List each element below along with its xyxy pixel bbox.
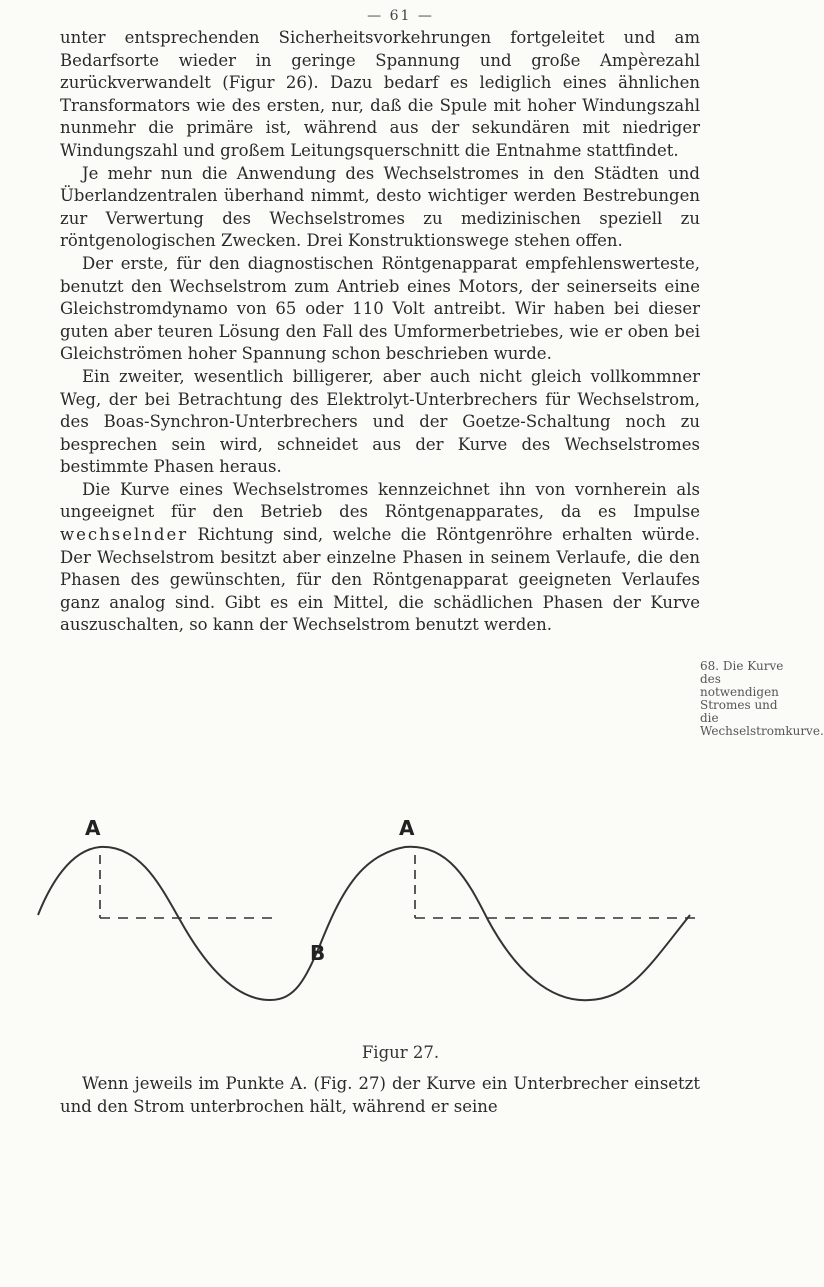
paragraph-3: Der erste, für den diagnostischen Röntgenapparat empfehlenswerteste, benutzt den Wechselstrom zum Antrieb eines Motors, der seinerseits eine Gleichstromdynamo von 65 oder 110 Volt antreibt. Wir haben bei dieser guten aber teuren Lösung den Fall des Umformerbetriebes, wie er oben bei Gleichströmen hoher Spannung schon beschrieben wurde.	[60, 253, 700, 364]
paragraph-5-start: Die Kurve eines Wechselstromes kennzeichnet ihn von vornherein als ungeeignet für den Betrieb des Röntgenapparates, da es Impulse	[60, 479, 700, 522]
label-a-left: A	[85, 816, 101, 840]
figure-caption: Figur 27.	[361, 1043, 440, 1062]
label-b: B	[310, 941, 326, 965]
paragraph-5-end: Richtung sind, welche die Röntgenröhre erhalten würde. Der Wechselstrom besitzt aber einzelne Phasen in seinem Verlaufe, die den Phasen des gewünschten, für den Röntgenapparat geeigneten Verlaufes ganz analog sind. Gibt es ein Mittel, die schädlichen Phasen der Kurve auszuschalten, so kann der Wechselstrom benutzt werden.	[60, 525, 700, 635]
body-text	[60, 27, 700, 637]
paragraph-1: unter entsprechenden Sicherheitsvorkehrungen fortgeleitet und am Bedarfsorte wieder in geringe Spannung und große Ampèrezahl zurückverwandelt (Figur 26). Dazu bedarf es lediglich eines ähnlichen Transformators wie des ersten, nur, daß die Spule mit hoher Windungszahl nunmehr die primäre ist, während aus der sekundären mit niedriger Windungszahl und großem Leitungsquerschnitt die Entnahme stattfindet.	[60, 28, 700, 160]
page-number: — 61 —	[367, 8, 434, 24]
margin-note: 68. Die Kurve des notwendigen Stromes und die Wechselstromkurve.	[700, 659, 824, 738]
closing-paragraph: Wenn jeweils im Punkte A. (Fig. 27) der Kurve ein Unterbrecher einsetzt und den Strom unterbrochen hält, während er seine	[60, 1074, 700, 1116]
figure-27	[30, 815, 730, 1040]
emphasized-word: wechselnder	[60, 525, 189, 545]
sine-wave	[38, 847, 690, 1000]
paragraph-4: Ein zweiter, wesentlich billigerer, aber auch nicht gleich vollkommner Weg, der bei Betrachtung des Elektrolyt-Unterbrechers für Wechselstrom, des Boas-Synchron-Unterbrechers und der Goetze-Schaltung noch zu besprechen sein wird, schneidet aus der Kurve des Wechselstromes bestimmte Phasen heraus.	[60, 366, 700, 477]
waveform-diagram	[30, 815, 730, 1040]
label-a-right: A	[399, 816, 415, 840]
closing-text	[60, 1073, 700, 1118]
paragraph-5	[60, 479, 700, 637]
paragraph-2: Je mehr nun die Anwendung des Wechselstromes in den Städten und Überlandzentralen überhand nimmt, desto wichtiger werden Bestrebungen zur Verwertung des Wechselstromes zu medizinischen speziell zu röntgenologischen Zwecken. Drei Konstruktionswege stehen offen.	[60, 163, 700, 251]
